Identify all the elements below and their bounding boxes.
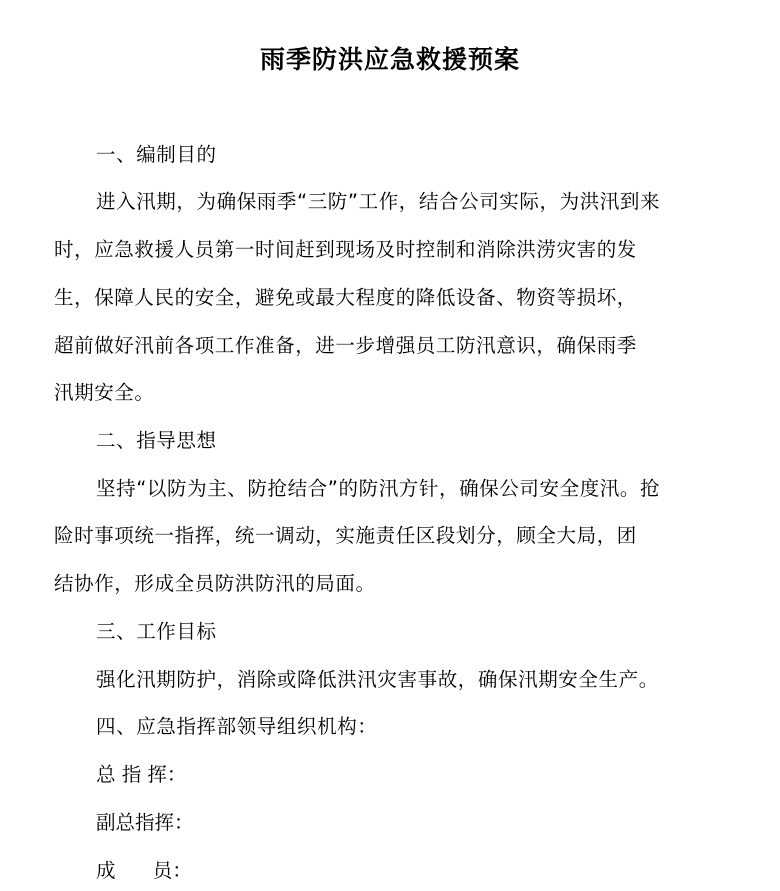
section-heading-guiding-idea: 二、指导思想: [96, 429, 217, 452]
paragraph-line: 结协作，形成全员防洪防汛的局面。: [54, 572, 376, 595]
section-heading-purpose: 一、编制目的: [96, 143, 217, 166]
paragraph-line: 坚持“以防为主、防抢结合”的防汛方针，确保公司安全度汛。抢: [96, 477, 661, 500]
roster-commander: 总 指 挥：: [96, 763, 187, 786]
paragraph-line: 汛期安全。: [54, 381, 155, 404]
section-heading-organization: 四、应急指挥部领导组织机构：: [96, 715, 378, 738]
paragraph-line: 生，保障人民的安全，避免或最大程度的降低设备、物资等损坏，: [54, 286, 637, 309]
paragraph-line: 强化汛期防护，消除或降低洪汛灾害事故，确保汛期安全生产。: [96, 668, 659, 691]
roster-deputy-commander: 副总指挥：: [96, 811, 194, 834]
document-title: 雨季防洪应急救援预案: [259, 45, 520, 74]
paragraph-line: 进入汛期，为确保雨季“三防”工作，结合公司实际，为洪汛到来: [96, 190, 661, 213]
paragraph-line: 时，应急救援人员第一时间赶到现场及时控制和消除洪涝灾害的发: [54, 238, 637, 261]
paragraph-line: 超前做好汛前各项工作准备，进一步增强员工防汛意识，确保雨季: [54, 334, 637, 357]
paragraph-line: 险时事项统一指挥，统一调动，实施责任区段划分，顾全大局，团: [54, 524, 637, 547]
section-heading-goal: 三、工作目标: [96, 620, 217, 643]
roster-members: 成 员：: [96, 859, 192, 882]
